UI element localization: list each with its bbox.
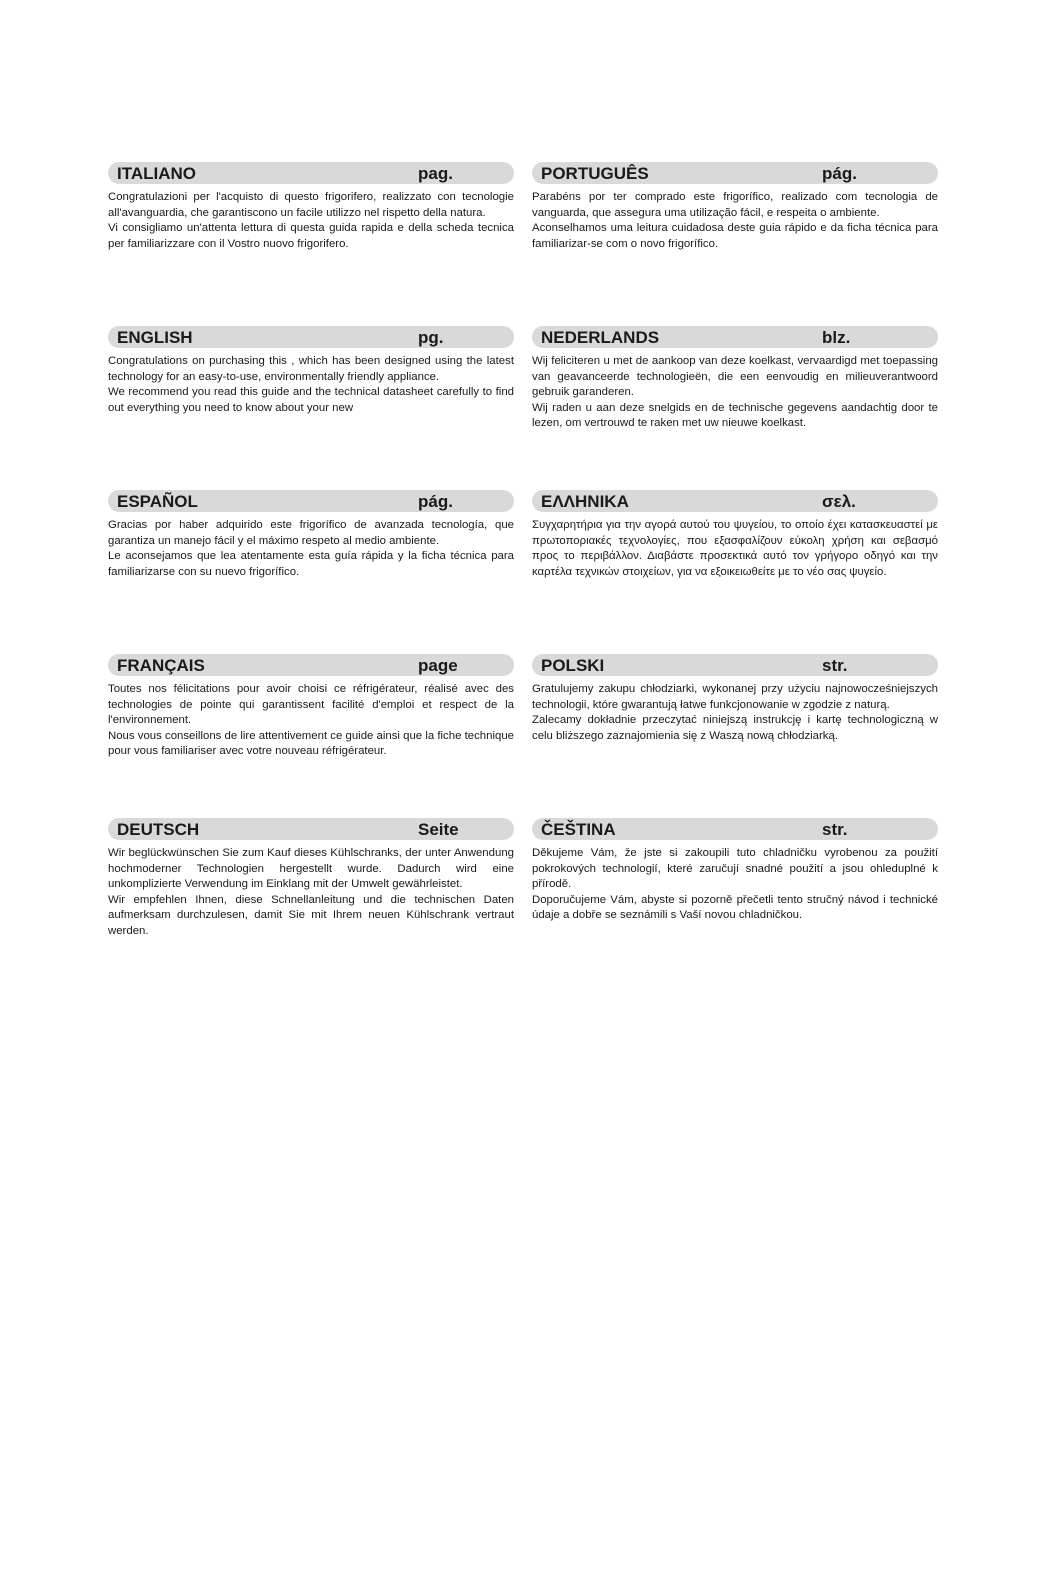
section-francais xyxy=(108,654,514,760)
section-polski xyxy=(532,654,938,744)
page-label: Seite xyxy=(418,820,459,839)
section-espanol xyxy=(108,490,514,580)
language-name: PORTUGUÊS xyxy=(541,164,649,183)
language-header xyxy=(532,326,938,348)
paragraph: Nous vous conseillons de lire attentivement ce guide ainsi que la fiche technique pour vous familiariser avec votre nouveau réfrigérateur. xyxy=(108,729,514,757)
language-name: ESPAÑOL xyxy=(117,492,198,511)
language-header xyxy=(108,490,514,512)
language-header xyxy=(532,818,938,840)
paragraph: We recommend you read this guide and the technical datasheet carefully to find out everything you need to know about your new xyxy=(108,386,514,414)
language-header xyxy=(532,162,938,184)
paragraph: Toutes nos félicitations pour avoir choisi ce réfrigérateur, réalisé avec des technologies de pointe qui garantissent facilité d'emploi et respect de la l'environnement. xyxy=(108,683,514,726)
paragraph: Vi consigliamo un'attenta lettura di questa guida rapida e della scheda tecnica per familiarizzare con il Vostro nuovo frigorifero. xyxy=(108,222,514,250)
page-label: σελ. xyxy=(822,492,856,511)
paragraph: Συγχαρητήρια για την αγορά αυτού του ψυγείου, το οποίο έχει κατασκευαστεί με πρωτοποριακές τεχνολογίες, που εξασφαλίζουν εύκολη χρήση και σεβασμό προς το περιβάλλον. Διαβάστε προσεκτικά αυτό τον γρήγορο οδηγό και την καρτέλα τεχνικών στοιχείων, για να εξοικειωθείτε με το νέο σας ψυγείο. xyxy=(532,519,938,578)
language-name: FRANÇAIS xyxy=(117,656,205,675)
section-italiano xyxy=(108,162,514,252)
language-name: NEDERLANDS xyxy=(541,328,660,347)
section-deutsch xyxy=(108,818,514,939)
section-body xyxy=(108,518,514,580)
page-label: str. xyxy=(822,820,848,839)
language-name: ITALIANO xyxy=(117,164,197,183)
paragraph: Wij feliciteren u met de aankoop van deze koelkast, vervaardigd met toepassing van geavanceerde technologieën, die een eenvoudig en milieuverantwoord gebruik garanderen. xyxy=(532,355,938,398)
paragraph: Congratulations on purchasing this , which has been designed using the latest technology for an easy-to-use, environmentally friendly appliance. xyxy=(108,355,514,383)
language-name: ENGLISH xyxy=(117,328,193,347)
paragraph: Doporučujeme Vám, abyste si pozorně přečetli tento stručný návod i technické údaje a dobře se seznámili s Vaší novou chladničkou. xyxy=(532,893,938,921)
section-body xyxy=(108,846,514,939)
language-header xyxy=(108,326,514,348)
page-label: page xyxy=(418,656,458,675)
paragraph: Wir beglückwünschen Sie zum Kauf dieses Kühlschranks, der unter Anwendung hochmoderner Technologien hergestellt wurde. Dadurch wird eine unkomplizierte Verwendung im Einklang mit der Umwelt gewährleistet. xyxy=(108,847,514,890)
language-header xyxy=(532,654,938,676)
page-label: pág. xyxy=(418,492,453,511)
section-body xyxy=(532,518,938,580)
paragraph: Aconselhamos uma leitura cuidadosa deste guia rápido e da ficha técnica para familiarizar-se com o novo frigorífico. xyxy=(532,222,938,250)
language-name: ČEŠTINA xyxy=(541,820,616,839)
section-cestina xyxy=(532,818,938,924)
section-body xyxy=(108,190,514,252)
section-body xyxy=(532,846,938,924)
section-body xyxy=(532,190,938,252)
page-label: blz. xyxy=(822,328,851,347)
section-portugues xyxy=(532,162,938,252)
section-body xyxy=(108,682,514,760)
language-name: POLSKI xyxy=(541,656,605,675)
section-ellinika xyxy=(532,490,938,580)
paragraph: Děkujeme Vám, že jste si zakoupili tuto chladničku vyrobenou za použití pokrokových technologií, které zaručují snadné použití a jsou ohleduplné k přírodě. xyxy=(532,847,938,890)
paragraph: Le aconsejamos que lea atentamente esta guía rápida y la ficha técnica para familiarizarse con su nuevo frigorífico. xyxy=(108,550,514,578)
language-header xyxy=(108,654,514,676)
paragraph: Wir empfehlen Ihnen, diese Schnellanleitung und die technischen Daten aufmerksam durchzulesen, damit Sie mit Ihrem neuen Kühlschrank vertraut werden. xyxy=(108,893,514,937)
paragraph: Gratulujemy zakupu chłodziarki, wykonanej przy użyciu najnowocześniejszych technologii, które gwarantują łatwe funkcjonowanie w zgodzie z naturą. xyxy=(532,683,938,711)
paragraph: Gracias por haber adquirido este frigorífico de avanzada tecnología, que garantiza un manejo fácil y el máximo respeto al medio ambiente. xyxy=(108,519,514,547)
page-label: pag. xyxy=(418,164,453,183)
language-header xyxy=(108,818,514,840)
section-nederlands xyxy=(532,326,938,432)
language-name: ΕΛΛΗΝΙΚΑ xyxy=(541,492,629,511)
page-label: pág. xyxy=(822,164,857,183)
language-header xyxy=(532,490,938,512)
language-name: DEUTSCH xyxy=(117,820,200,839)
page-label: pg. xyxy=(418,328,444,347)
section-body xyxy=(108,354,514,416)
language-header xyxy=(108,162,514,184)
page-label: str. xyxy=(822,656,848,675)
paragraph: Wij raden u aan deze snelgids en de technische gegevens aandachtig door te lezen, om vertrouwd te raken met uw nieuwe koelkast. xyxy=(532,401,938,429)
paragraph: Parabéns por ter comprado este frigorífico, realizado com tecnologia de vanguarda, que assegura uma utilização fácil, e respeita o ambiente. xyxy=(532,191,938,219)
section-english xyxy=(108,326,514,416)
paragraph: Zalecamy dokładnie przeczytać niniejszą instrukcję i kartę technologiczną w celu bliższego zaznajomienia się z Waszą nową chłodziarką. xyxy=(532,714,938,742)
section-body xyxy=(532,682,938,744)
paragraph: Congratulazioni per l'acquisto di questo frigorifero, realizzato con tecnologie all'avanguardia, che garantiscono un facile utilizzo nel rispetto della natura. xyxy=(108,191,514,219)
section-body xyxy=(532,354,938,432)
